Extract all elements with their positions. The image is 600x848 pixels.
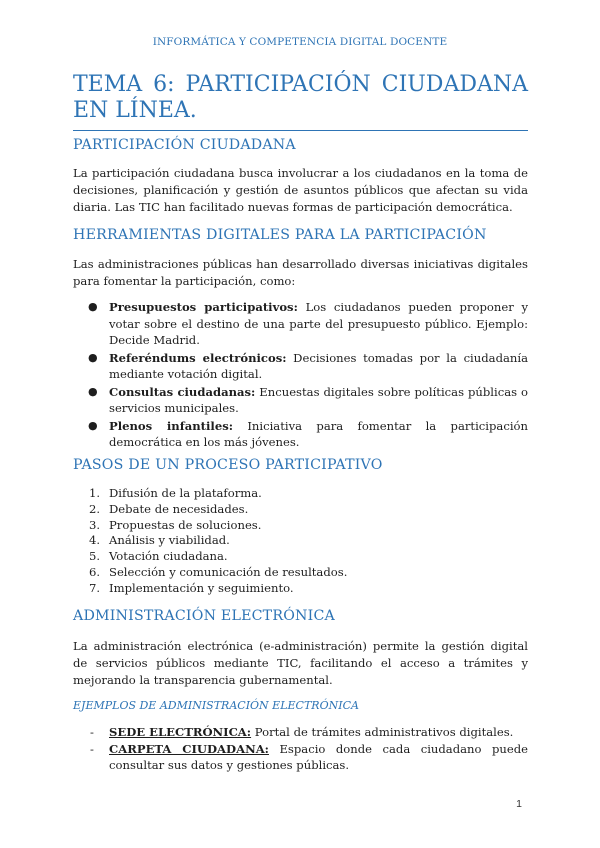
list-item: [73, 418, 528, 451]
step-text: Propuestas de soluciones.: [109, 517, 262, 532]
subheading-ejemplos: EJEMPLOS DE ADMINISTRACIÓN ELECTRÓNICA: [73, 699, 359, 712]
step-number: 7.: [89, 580, 101, 595]
steps-list: [73, 486, 528, 597]
step-text: Selección y comunicación de resultados.: [109, 564, 348, 579]
list-item: [73, 518, 528, 534]
list-item: [73, 299, 528, 349]
list-item-term: Plenos infantiles:: [109, 418, 233, 433]
bullet-icon: ●: [88, 418, 98, 432]
section-heading-pasos: PASOS DE UN PROCESO PARTICIPATIVO: [73, 457, 383, 473]
list-item-term: CARPETA CIUDADANA:: [109, 741, 269, 756]
list-item: [73, 581, 528, 597]
list-item: [73, 549, 528, 565]
step-number: 4.: [89, 533, 101, 548]
section-text-administracion: La administración electrónica (e-administración) permite la gestión digital de servicios públicos mediante TIC, facilitando el acceso a trámites y mejorando la transparencia gubernamental.: [73, 639, 528, 687]
list-item-text: Iniciativa para fomentar la participación democrática en los más jóvenes.: [109, 418, 528, 449]
step-number: 6.: [89, 564, 101, 579]
section-text-participacion: La participación ciudadana busca involucrar a los ciudadanos en la toma de decisiones, planificación y gestión de asuntos públicos que afectan su vida diaria. Las TIC han facilitado nuevas formas de participación democrática.: [73, 166, 528, 214]
step-number: 5.: [89, 549, 101, 564]
page-title: TEMA 6: PARTICIPACIÓN CIUDADANA EN LÍNEA.: [73, 72, 528, 131]
list-item-term: SEDE ELECTRÓNICA:: [109, 725, 252, 739]
step-text: Análisis y viabilidad.: [109, 533, 230, 548]
step-text: Difusión de la plataforma.: [109, 486, 262, 500]
list-item-text: Encuestas digitales sobre políticas públicas o servicios municipales.: [109, 384, 529, 415]
section-intro-herramientas: Las administraciones públicas han desarrollado diversas iniciativas digitales para fomentar la participación, como:: [73, 257, 528, 288]
list-item: [73, 533, 528, 549]
step-text: Implementación y seguimiento.: [109, 580, 294, 595]
list-item: [73, 384, 528, 417]
section-heading-administracion: ADMINISTRACIÓN ELECTRÓNICA: [73, 608, 335, 624]
running-header: INFORMÁTICA Y COMPETENCIA DIGITAL DOCENTE: [152, 36, 448, 48]
step-number: 2.: [89, 501, 101, 516]
section-heading-participacion: PARTICIPACIÓN CIUDADANA: [73, 137, 296, 153]
step-text: Debate de necesidades.: [109, 501, 249, 516]
section-heading-herramientas: HERRAMIENTAS DIGITALES PARA LA PARTICIPACIÓN: [73, 227, 487, 243]
list-item-term: Consultas ciudadanas:: [109, 384, 256, 399]
list-item-term: Referéndums electrónicos:: [109, 350, 287, 365]
list-item-text: Los ciudadanos pueden proponer y votar sobre el destino de una parte del presupuesto público. Ejemplo: Decide Madrid.: [109, 300, 528, 347]
tools-list: [73, 299, 528, 452]
list-item-text: Decisiones tomadas por la ciudadanía mediante votación digital.: [109, 350, 528, 381]
list-item: [73, 502, 528, 518]
step-number: 1.: [89, 486, 101, 500]
dash-icon: -: [90, 725, 94, 739]
dash-icon: -: [90, 741, 94, 756]
examples-list: [73, 724, 528, 774]
list-item-term: Presupuestos participativos:: [109, 300, 298, 314]
step-text: Votación ciudadana.: [109, 549, 228, 564]
list-item-text: Portal de trámites administrativos digitales.: [251, 725, 514, 739]
list-item: [73, 486, 528, 502]
page-number: 1: [516, 798, 522, 810]
bullet-icon: ●: [88, 300, 98, 313]
list-item: [73, 724, 528, 741]
list-item: [73, 565, 528, 581]
bullet-icon: ●: [88, 350, 98, 364]
list-item: [73, 741, 528, 774]
list-item-text: Espacio donde cada ciudadano puede consultar sus datos y gestiones públicas.: [109, 741, 528, 772]
step-number: 3.: [89, 517, 101, 532]
bullet-icon: ●: [88, 384, 98, 398]
list-item: [73, 350, 528, 383]
